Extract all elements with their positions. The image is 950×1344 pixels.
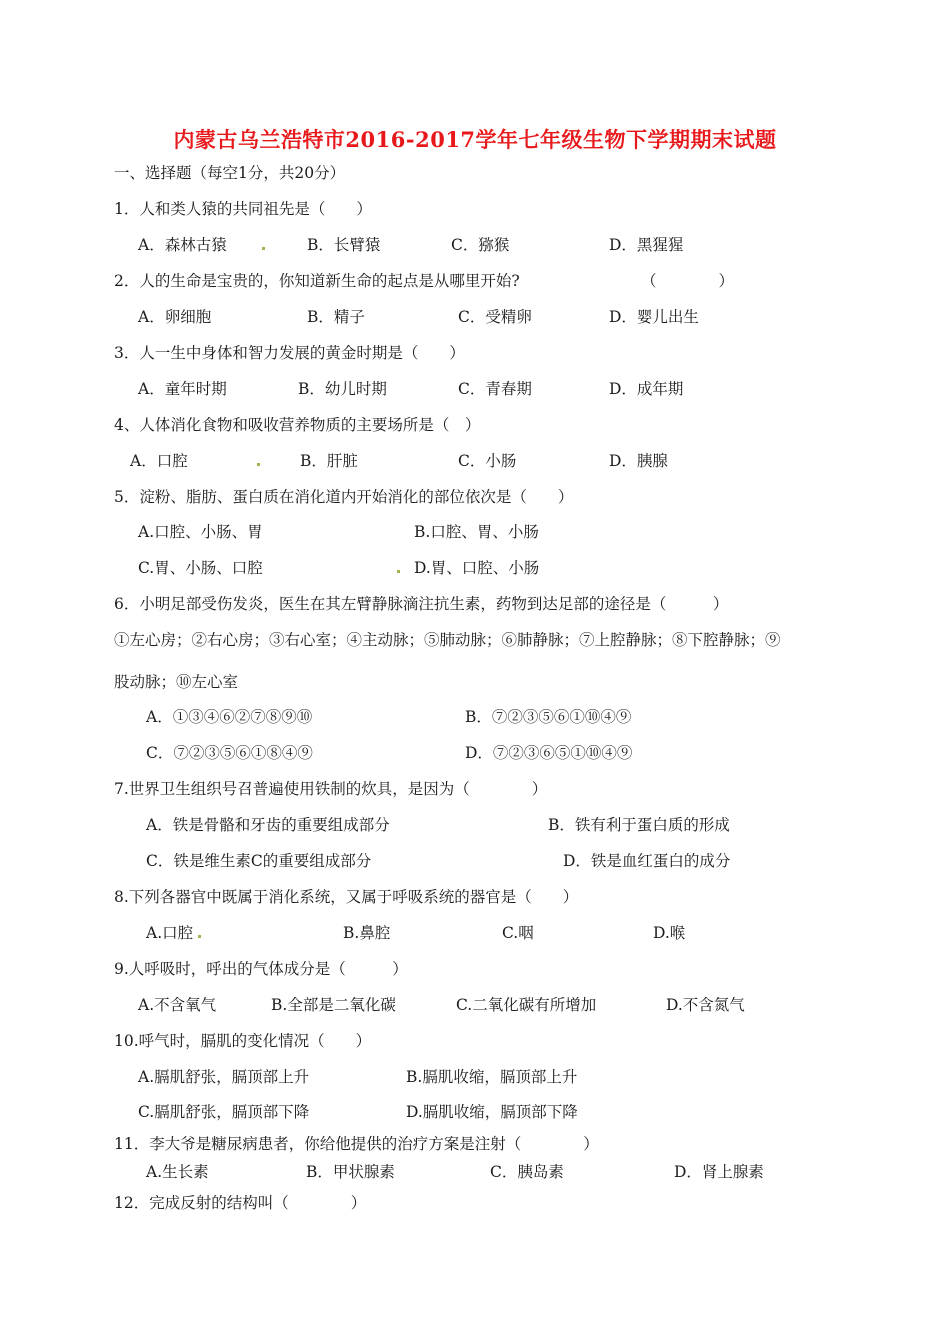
q6-option-c: C．⑦②③⑤⑥①⑧④⑨ <box>146 744 313 762</box>
scan-dot <box>257 463 260 466</box>
q1-option-a: A．森林古猿 <box>138 236 227 254</box>
q1-option-d: D．黑猩猩 <box>609 236 684 254</box>
q2-option-a: A．卵细胞 <box>138 308 212 326</box>
q10-option-a: A.膈肌舒张，膈顶部上升 <box>138 1068 310 1086</box>
question-8-stem: 8.下列各器官中既属于消化系统，又属于呼吸系统的器官是（ ） <box>114 888 579 906</box>
q11-option-a: A.生长素 <box>146 1163 209 1181</box>
q6-option-b: B．⑦②③⑤⑥①⑩④⑨ <box>465 708 632 726</box>
q8-option-b: B.鼻腔 <box>343 924 391 942</box>
q11-option-c: C．胰岛素 <box>490 1163 564 1181</box>
scan-dot <box>198 935 201 938</box>
q9-option-b: B.全部是二氧化碳 <box>271 996 396 1014</box>
q8-option-c: C.咽 <box>502 924 534 942</box>
q5-option-a: A.口腔、小肠、胃 <box>138 523 263 541</box>
q4-option-a: A．口腔 <box>130 452 188 470</box>
question-12-stem: 12．完成反射的结构叫（ ） <box>114 1194 367 1212</box>
q3-option-d: D．成年期 <box>609 380 684 398</box>
q11-option-b: B．甲状腺素 <box>306 1163 395 1181</box>
q3-option-a: A．童年时期 <box>138 380 227 398</box>
q1-option-c: C．猕猴 <box>451 236 510 254</box>
q9-option-d: D.不含氮气 <box>666 996 745 1014</box>
q4-option-d: D．胰腺 <box>609 452 668 470</box>
q3-option-b: B．幼儿时期 <box>298 380 387 398</box>
document-title: 内蒙古乌兰浩特市2016-2017学年七年级生物下学期期末试题 <box>173 127 777 152</box>
q10-option-c: C.膈肌舒张，膈顶部下降 <box>138 1103 310 1121</box>
q7-option-b: B．铁有利于蛋白质的形成 <box>548 816 730 834</box>
question-1-stem: 1．人和类人猿的共同祖先是（ ） <box>114 200 372 218</box>
question-7-stem: 7.世界卫生组织号召普遍使用铁制的炊具，是因为（ ） <box>114 780 548 798</box>
q4-option-b: B．肝脏 <box>300 452 358 470</box>
q2-option-c: C．受精卵 <box>458 308 532 326</box>
q7-option-c: C．铁是维生素C的重要组成部分 <box>146 852 372 870</box>
question-3-stem: 3．人一生中身体和智力发展的黄金时期是（ ） <box>114 344 465 362</box>
question-11-stem: 11．李大爷是糖尿病患者，你给他提供的治疗方案是注射（ ） <box>114 1135 599 1153</box>
q9-option-c: C.二氧化碳有所增加 <box>456 996 597 1014</box>
q10-option-d: D.膈肌收缩，膈顶部下降 <box>406 1103 578 1121</box>
q1-option-b: B．长臂猿 <box>307 236 381 254</box>
question-2-stem: 2．人的生命是宝贵的，你知道新生命的起点是从哪里开始? <box>114 272 520 290</box>
question-6-key-line-2: 股动脉；⑩左心室 <box>114 673 239 691</box>
q3-option-c: C．青春期 <box>458 380 532 398</box>
question-2-paren: （ ） <box>641 272 735 290</box>
question-6-key-line-1: ①左心房；②右心房；③右心室；④主动脉；⑤肺动脉；⑥肺静脉；⑦上腔静脉；⑧下腔静脉；⑨ <box>114 631 781 649</box>
q5-option-d: D.胃、口腔、小肠 <box>414 559 540 577</box>
question-5-stem: 5．淀粉、脂肪、蛋白质在消化道内开始消化的部位依次是（ ） <box>114 488 574 506</box>
q6-option-d: D．⑦②③⑥⑤①⑩④⑨ <box>465 744 633 762</box>
q2-option-d: D．婴儿出生 <box>609 308 699 326</box>
question-9-stem: 9.人呼吸时，呼出的气体成分是（ ） <box>114 960 408 978</box>
q4-option-c: C．小肠 <box>458 452 517 470</box>
q7-option-a: A．铁是骨骼和牙齿的重要组成部分 <box>146 816 390 834</box>
q9-option-a: A.不含氧气 <box>138 996 217 1014</box>
question-4-stem: 4、人体消化食物和吸收营养物质的主要场所是（ ） <box>114 416 481 434</box>
q5-option-b: B.口腔、胃、小肠 <box>414 523 539 541</box>
q6-option-a: A．①③④⑥②⑦⑧⑨⑩ <box>146 708 313 726</box>
q7-option-d: D．铁是血红蛋白的成分 <box>563 852 731 870</box>
q5-option-c: C.胃、小肠、口腔 <box>138 559 263 577</box>
q8-option-d: D.喉 <box>653 924 686 942</box>
q8-option-a: A.口腔 <box>146 924 194 942</box>
scan-dot <box>397 570 400 573</box>
scan-dot <box>262 247 265 250</box>
question-10-stem: 10.呼气时，膈肌的变化情况（ ） <box>114 1032 372 1050</box>
question-6-stem: 6．小明足部受伤发炎，医生在其左臂静脉滴注抗生素，药物到达足部的途径是（ ） <box>114 595 729 613</box>
q2-option-b: B．精子 <box>307 308 365 326</box>
q10-option-b: B.膈肌收缩，膈顶部上升 <box>406 1068 578 1086</box>
q11-option-d: D．肾上腺素 <box>674 1163 764 1181</box>
section-heading: 一、选择题（每空1分，共20分） <box>114 164 346 182</box>
